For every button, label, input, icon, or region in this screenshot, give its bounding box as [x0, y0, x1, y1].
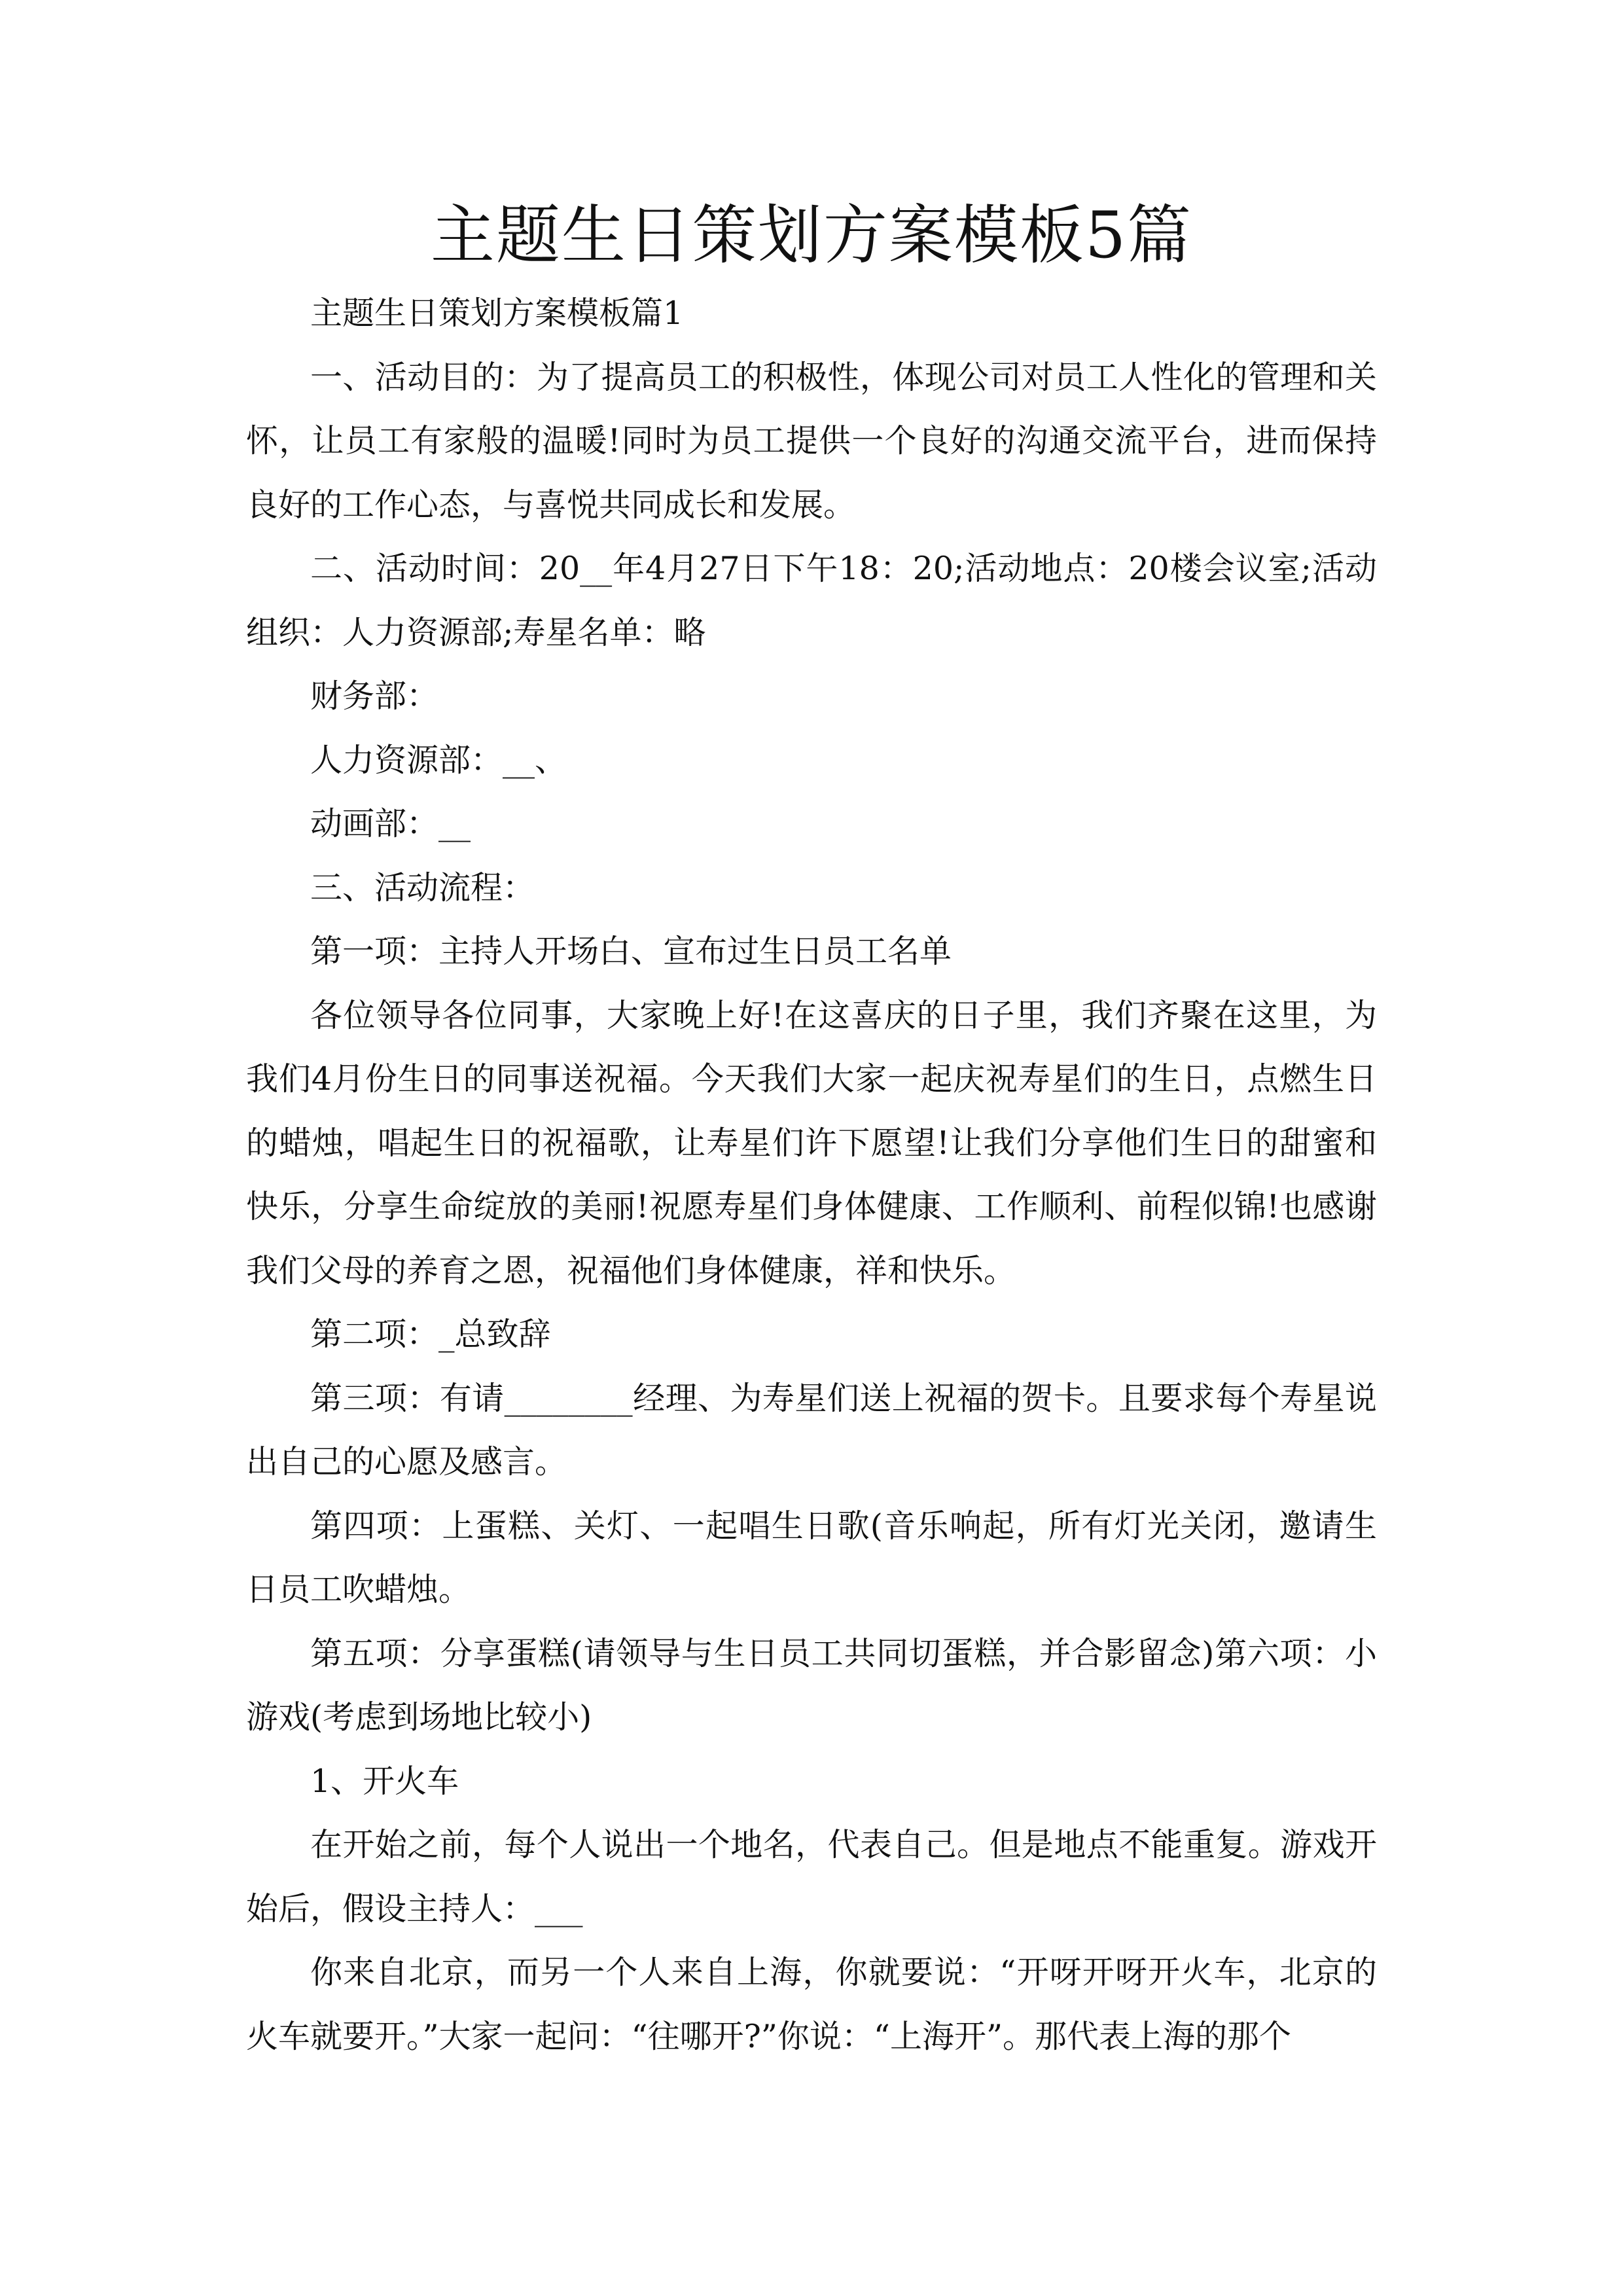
paragraph: 二、活动时间：20__年4月27日下午18：20;活动地点：20楼会议室;活动组织：人力资源部;寿星名单：略 [246, 550, 1377, 651]
paragraph: 动画部：__ [310, 805, 471, 842]
paragraph: 第三项：有请________经理、为寿星们送上祝福的贺卡。且要求每个寿星说出自己的心愿及感言。 [246, 1379, 1377, 1480]
paragraph: 第二项：_总致辞 [310, 1316, 551, 1353]
document-body [246, 281, 1377, 2068]
paragraph: 三、活动流程： [310, 869, 535, 906]
paragraph: 主题生日策划方案模板篇1 [310, 295, 684, 332]
paragraph: 在开始之前，每个人说出一个地名，代表自己。但是地点不能重复。游戏开始后，假设主持人：___ [246, 1826, 1377, 1928]
paragraph: 财务部： [310, 677, 439, 715]
paragraph: 一、活动目的：为了提高员工的积极性，体现公司对员工人性化的管理和关怀，让员工有家般的温暖!同时为员工提供一个良好的沟通交流平台，进而保持良好的工作心态，与喜悦共同成长和发展。 [246, 358, 1377, 524]
paragraph: 人力资源部：__、 [310, 741, 567, 779]
paragraph: 你来自北京，而另一个人来自上海，你就要说：“开呀开呀开火车，北京的火车就要开。”大家一起问：“往哪开?”你说：“上海开”。那代表上海的那个 [246, 1954, 1377, 2055]
paragraph: 第一项：主持人开场白、宣布过生日员工名单 [310, 933, 952, 970]
paragraph: 第五项：分享蛋糕(请领导与生日员工共同切蛋糕，并合影留念)第六项：小游戏(考虑到场地比较小) [246, 1634, 1377, 1736]
paragraph: 第四项：上蛋糕、关灯、一起唱生日歌(音乐响起，所有灯光关闭，邀请生日员工吹蜡烛。 [246, 1507, 1377, 1608]
paragraph: 各位领导各位同事，大家晚上好!在这喜庆的日子里，我们齐聚在这里，为我们4月份生日的同事送祝福。今天我们大家一起庆祝寿星们的生日，点燃生日的蜡烛，唱起生日的祝福歌，让寿星们许下愿望!让我们分享他们生日的甜蜜和快乐，分享生命绽放的美丽!祝愿寿星们身体健康、工作顺利、前程似锦!也感谢我们父母的养育之恩，祝福他们身体健康，祥和快乐。 [246, 996, 1377, 1289]
paragraph: 1、开火车 [310, 1762, 459, 1800]
document-title: 主题生日策划方案模板5篇 [430, 198, 1193, 273]
